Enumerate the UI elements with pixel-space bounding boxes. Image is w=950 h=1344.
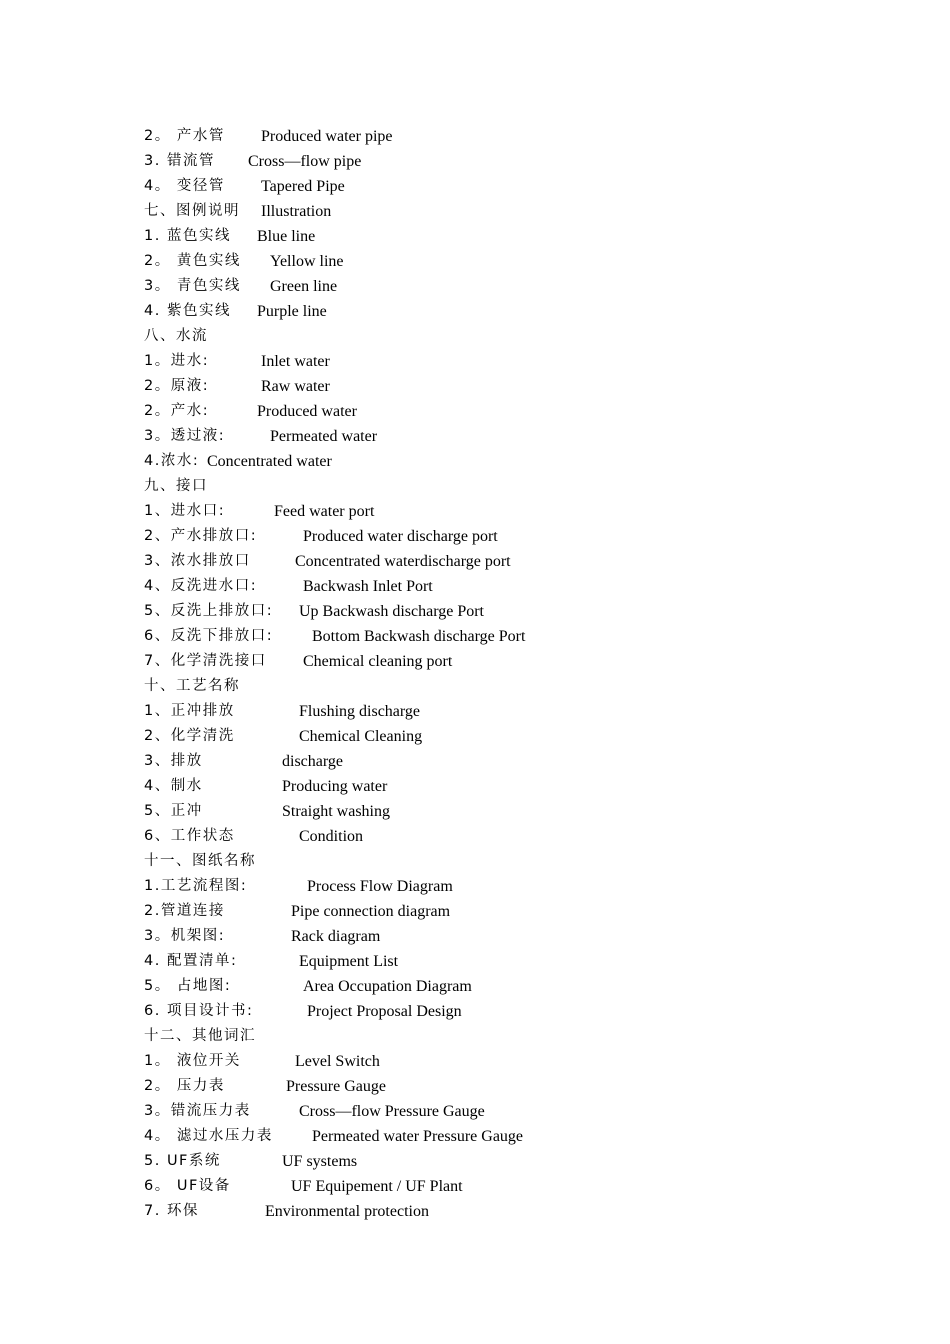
chinese-term: 七、图例说明 [144, 203, 240, 219]
chinese-term: 6、工作状态 [144, 828, 235, 844]
english-term: Concentrated water [207, 453, 332, 470]
english-term: Bottom Backwash discharge Port [312, 628, 526, 645]
chinese-term: 1。进水: [144, 353, 210, 369]
chinese-term: 3。机架图: [144, 928, 226, 944]
chinese-term: 1.工艺流程图: [144, 878, 248, 894]
english-term: Produced water pipe [261, 128, 393, 145]
chinese-term: 1. 蓝色实线 [144, 228, 231, 244]
english-term: Produced water [257, 403, 357, 420]
english-term: Rack diagram [291, 928, 381, 945]
chinese-term: 3。错流压力表 [144, 1103, 251, 1119]
chinese-term: 4、制水 [144, 778, 203, 794]
chinese-term: 1、进水口: [144, 503, 226, 519]
chinese-term: 3. 错流管 [144, 153, 215, 169]
english-term: Environmental protection [265, 1203, 429, 1220]
chinese-term: 2。产水: [144, 403, 210, 419]
chinese-term: 1、正冲排放 [144, 703, 235, 719]
chinese-term: 2。 产水管 [144, 128, 225, 144]
english-term: Permeated water [270, 428, 378, 445]
english-term: Cross—flow Pressure Gauge [299, 1103, 485, 1120]
chinese-term: 八、水流 [144, 328, 208, 344]
chinese-term: 4.浓水: [144, 453, 200, 469]
chinese-term: 5。 占地图: [144, 978, 232, 994]
chinese-term: 2。 黄色实线 [144, 253, 241, 269]
english-term: Pressure Gauge [286, 1078, 386, 1095]
english-term: Tapered Pipe [261, 178, 345, 195]
english-term: Pipe connection diagram [291, 903, 451, 920]
chinese-term: 九、接口 [144, 478, 208, 494]
chinese-term: 十一、图纸名称 [144, 853, 256, 869]
english-term: Backwash Inlet Port [303, 578, 433, 595]
english-term: Straight washing [282, 803, 390, 820]
english-term: Up Backwash discharge Port [299, 603, 484, 620]
chinese-term: 2。 压力表 [144, 1078, 225, 1094]
chinese-term: 4。 滤过水压力表 [144, 1128, 273, 1144]
chinese-term: 3。透过液: [144, 428, 226, 444]
chinese-term: 5. UF系统 [144, 1153, 221, 1169]
english-term: Equipment List [299, 953, 399, 970]
english-term: Producing water [282, 778, 388, 795]
chinese-term: 7. 环保 [144, 1203, 199, 1219]
english-term: UF Equipement / UF Plant [291, 1178, 463, 1195]
english-term: Area Occupation Diagram [303, 978, 472, 995]
english-term: Process Flow Diagram [307, 878, 453, 895]
english-term: Chemical Cleaning [299, 728, 423, 745]
chinese-term: 6. 项目设计书: [144, 1003, 254, 1019]
chinese-term: 2。原液: [144, 378, 210, 394]
english-term: Feed water port [274, 503, 375, 520]
chinese-term: 3。 青色实线 [144, 278, 241, 294]
english-term: UF systems [282, 1153, 358, 1170]
english-term: Purple line [257, 303, 327, 320]
english-term: Chemical cleaning port [303, 653, 453, 670]
chinese-term: 2.管道连接 [144, 903, 225, 919]
chinese-term: 1。 液位开关 [144, 1053, 241, 1069]
chinese-term: 4. 配置清单: [144, 953, 238, 969]
chinese-term: 6。 UF设备 [144, 1178, 231, 1194]
english-term: Cross—flow pipe [248, 153, 362, 170]
chinese-term: 7、化学清洗接口 [144, 653, 267, 669]
chinese-term: 5、反洗上排放口: [144, 603, 274, 619]
chinese-term: 3、排放 [144, 753, 203, 769]
chinese-term: 4。 变径管 [144, 178, 225, 194]
english-term: Permeated water Pressure Gauge [312, 1128, 524, 1145]
english-term: discharge [282, 753, 344, 770]
english-term: Green line [270, 278, 338, 295]
chinese-term: 十、工艺名称 [144, 678, 240, 694]
english-term: Inlet water [261, 353, 330, 370]
chinese-term: 4. 紫色实线 [144, 303, 231, 319]
chinese-term: 2、化学清洗 [144, 728, 235, 744]
english-term: Project Proposal Design [307, 1003, 462, 1020]
chinese-term: 十二、其他词汇 [144, 1028, 256, 1044]
english-term: Produced water discharge port [303, 528, 498, 545]
english-term: Illustration [261, 203, 332, 220]
english-term: Level Switch [295, 1053, 380, 1070]
chinese-term: 2、产水排放口: [144, 528, 258, 544]
english-term: Flushing discharge [299, 703, 421, 720]
english-term: Blue line [257, 228, 316, 245]
chinese-term: 4、反洗进水口: [144, 578, 258, 594]
chinese-term: 6、反洗下排放口: [144, 628, 274, 644]
english-term: Raw water [261, 378, 330, 395]
english-term: Yellow line [270, 253, 344, 270]
english-term: Concentrated waterdischarge port [295, 553, 511, 570]
english-term: Condition [299, 828, 364, 845]
chinese-term: 3、浓水排放口 [144, 553, 251, 569]
chinese-term: 5、正冲 [144, 803, 203, 819]
